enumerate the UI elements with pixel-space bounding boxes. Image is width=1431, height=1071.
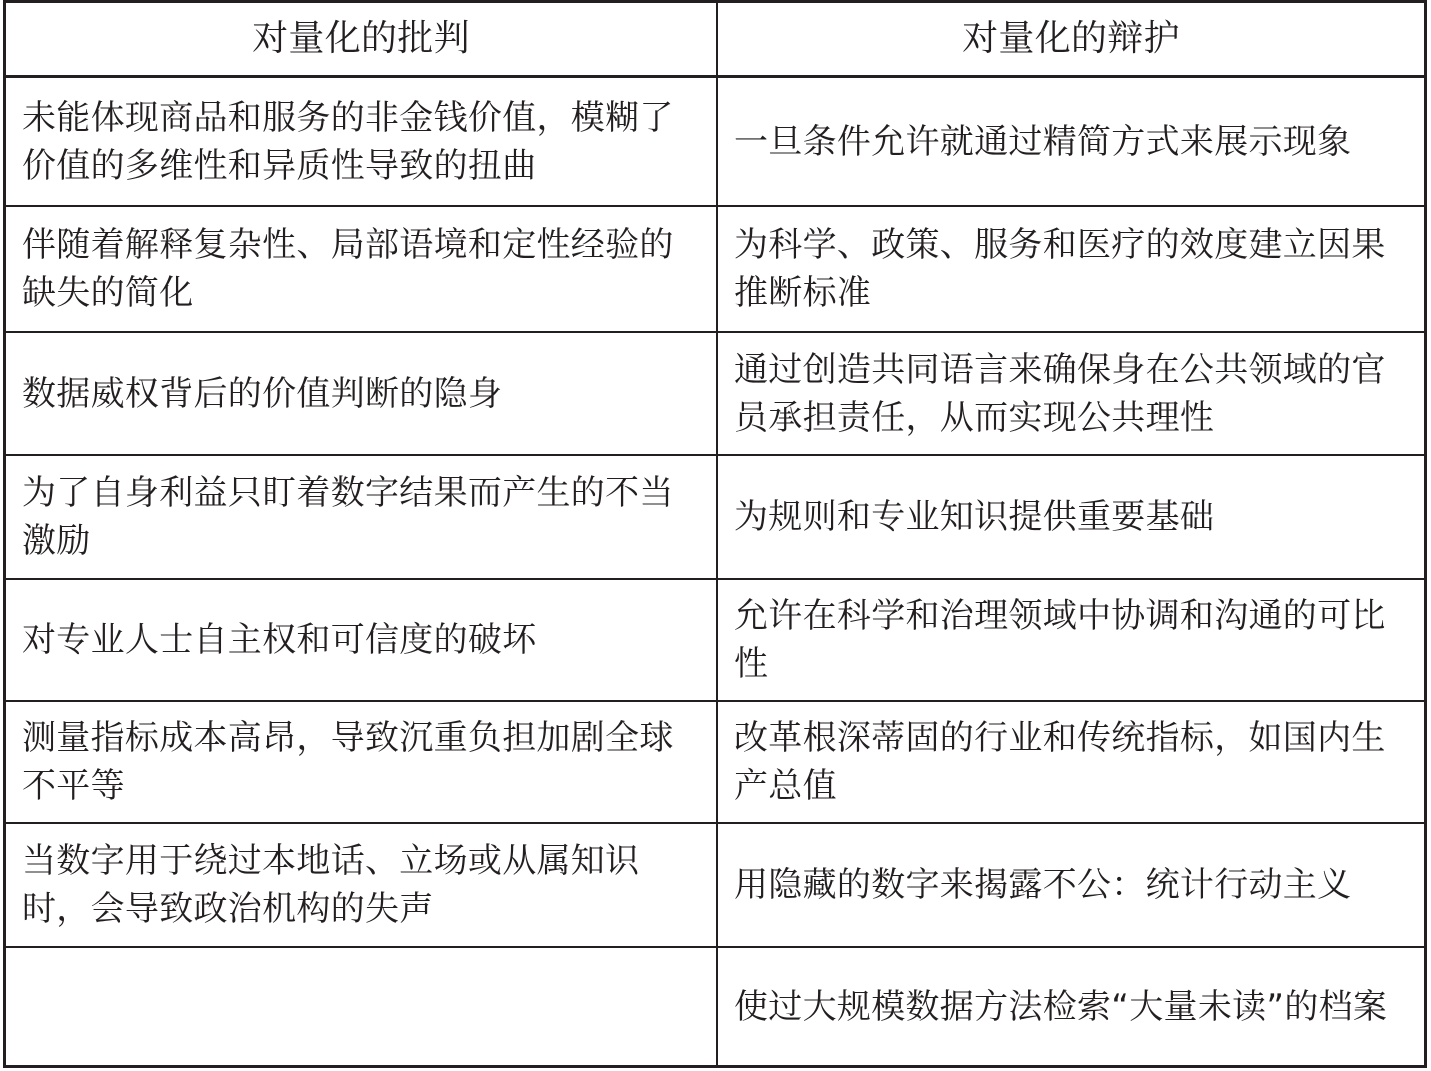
header-critique-label: 对量化的批判 [252,18,470,59]
table-cell-critique [6,580,718,702]
table-cell-defense [718,78,1424,207]
cell-text: 一旦条件允许就通过精简方式来展示现象 [734,121,1352,162]
cell-text: 未能体现商品和服务的非金钱价值，模糊了价值的多维性和异质性导致的扭曲 [22,97,674,186]
cell-text: 允许在科学和治理领域中协调和沟通的可比性 [734,596,1386,684]
cell-text: 数据威权背后的价值判断的隐身 [22,373,503,414]
table-cell-critique [6,456,718,580]
table-cell-critique [6,78,718,207]
table-cell-critique [6,333,718,456]
header-defense-label: 对量化的辩护 [962,18,1180,59]
comparison-table [3,0,1427,1068]
header-defense [718,3,1424,78]
cell-text: 改革根深蒂固的行业和传统指标，如国内生产总值 [734,718,1386,806]
table-cell-defense [718,824,1424,948]
cell-text: 通过创造共同语言来确保身在公共领域的官员承担责任，从而实现公共理性 [734,349,1386,438]
table-cell-defense [718,333,1424,456]
cell-text: 伴随着解释复杂性、局部语境和定性经验的缺失的简化 [22,225,674,313]
cell-text: 使过大规模数据方法检索“大量未读”的档案 [734,986,1388,1027]
table-cell-critique-empty [6,948,718,1065]
table-cell-critique [6,702,718,824]
cell-text: 为规则和专业知识提供重要基础 [734,497,1215,537]
cell-text: 当数字用于绕过本地话、立场或从属知识时，会导致政治机构的失声 [22,841,640,929]
table-cell-defense [718,456,1424,580]
cell-text: 为科学、政策、服务和医疗的效度建立因果推断标准 [734,225,1386,313]
cell-text: 对专业人士自主权和可信度的破坏 [22,620,537,660]
table-cell-defense [718,207,1424,333]
table-cell-critique [6,824,718,948]
table-cell-critique [6,207,718,333]
header-critique [6,3,718,78]
table-cell-defense [718,580,1424,702]
table-cell-defense [718,702,1424,824]
cell-text: 用隐藏的数字来揭露不公：统计行动主义 [734,865,1352,905]
cell-text: 为了自身利益只盯着数字结果而产生的不当激励 [22,473,674,561]
table-cell-defense [718,948,1424,1065]
cell-text: 测量指标成本高昂，导致沉重负担加剧全球不平等 [22,718,674,806]
